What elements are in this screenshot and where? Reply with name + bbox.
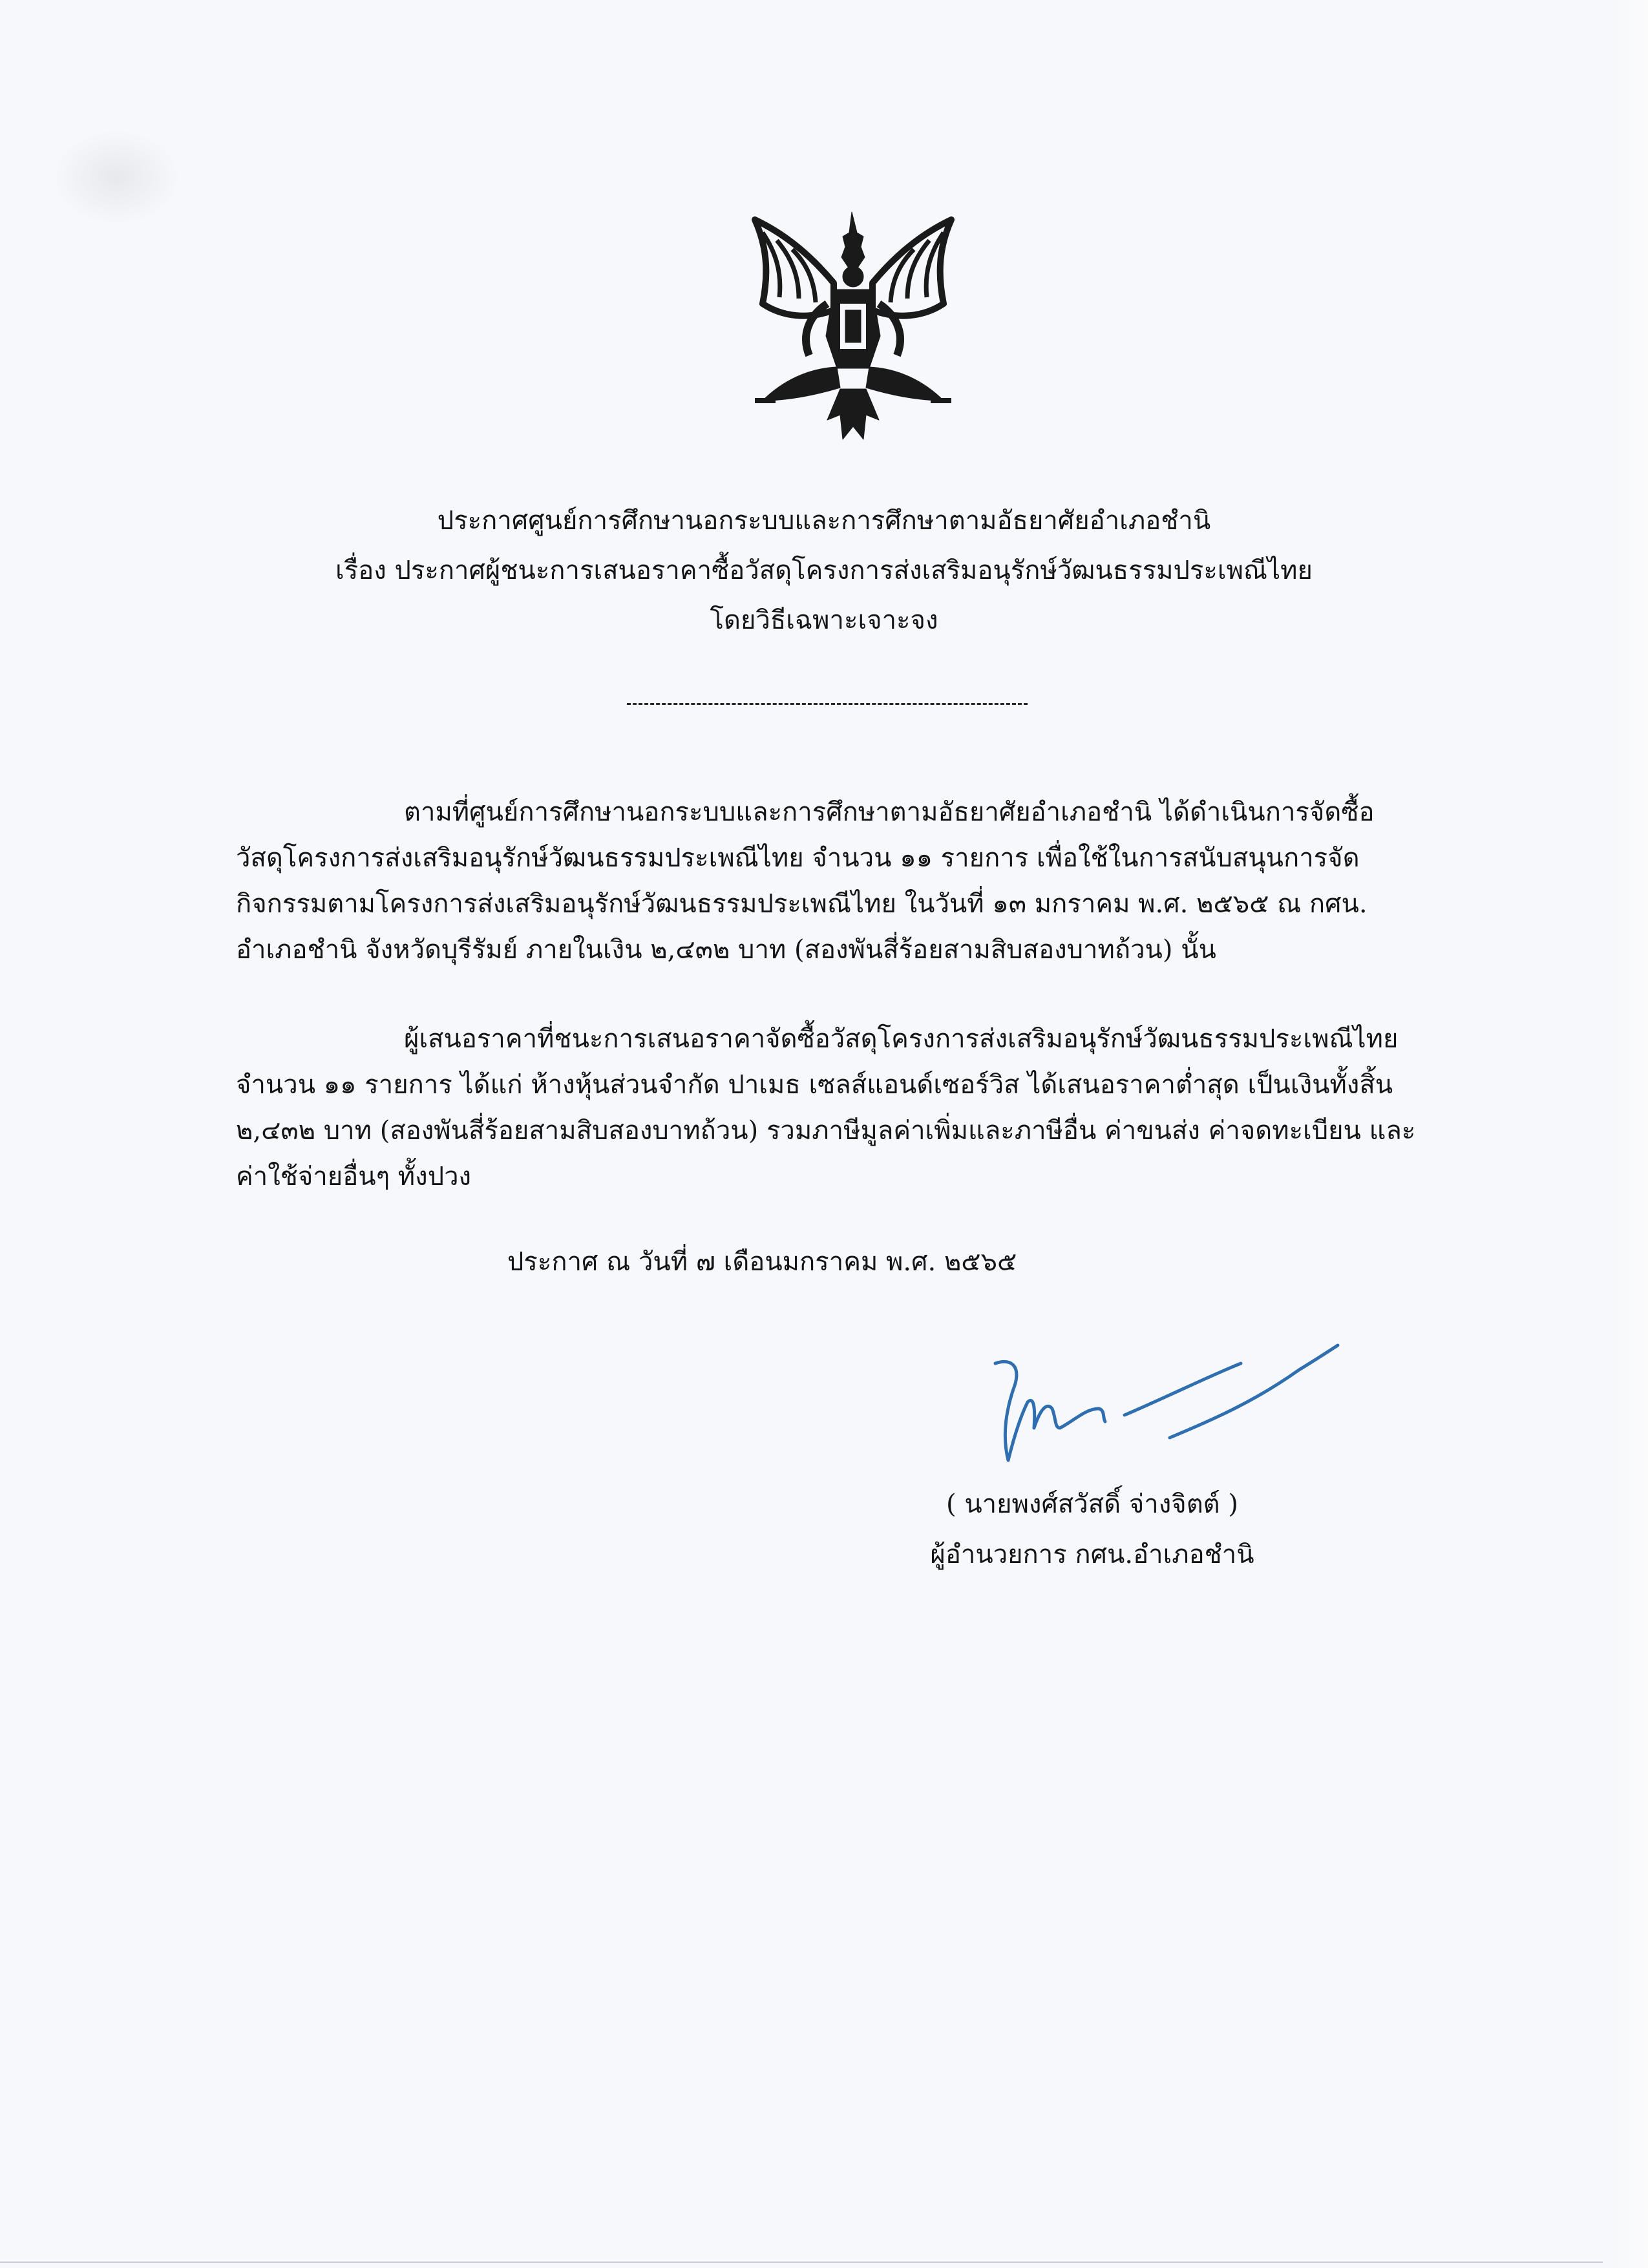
handwritten-signature (976, 1338, 1364, 1473)
scan-edge (1609, 0, 1648, 2268)
announcement-subject: เรื่อง ประกาศผู้ชนะการเสนอราคาซื้อวัสดุโครงการส่งเสริมอนุรักษ์วัฒนธรรมประเพณีไทย (335, 556, 1313, 585)
paragraph-line: จำนวน ๑๑ รายการ ได้แก่ ห้างหุ้นส่วนจำกัด ปาเมธ เซลส์แอนด์เซอร์วิส ได้เสนอราคาต่ำสุด เป็นเงินทั้งสิ้น (236, 1070, 1393, 1100)
paragraph-line: ผู้เสนอราคาที่ชนะการเสนอราคาจัดซื้อวัสดุโครงการส่งเสริมอนุรักษ์วัฒนธรรมประเพณีไทย (404, 1024, 1399, 1054)
header-divider (627, 703, 1028, 705)
scan-bottom-edge (0, 2262, 1603, 2263)
paragraph-line: ค่าใช้จ่ายอื่นๆ ทั้งปวง (236, 1162, 472, 1192)
paragraph-line: วัสดุโครงการส่งเสริมอนุรักษ์วัฒนธรรมประเพณีไทย จำนวน ๑๑ รายการ เพื่อใช้ในการสนับสนุนการจัด (236, 843, 1360, 873)
scan-smudge (52, 129, 181, 226)
body-paragraph-2 (236, 1016, 1451, 1200)
procurement-method: โดยวิธีเฉพาะเจาะจง (710, 605, 938, 635)
body-paragraph-1 (236, 790, 1451, 973)
announcement-title: ประกาศศูนย์การศึกษานอกระบบและการศึกษาตามอัธยาศัยอำเภอชำนิ (437, 506, 1211, 536)
garuda-emblem-icon (737, 207, 969, 459)
signatory-title: ผู้อำนวยการ กศน.อำเภอชำนิ (930, 1540, 1254, 1570)
paragraph-line: กิจกรรมตามโครงการส่งเสริมอนุรักษ์วัฒนธรรมประเพณีไทย ในวันที่ ๑๓ มกราคม พ.ศ. ๒๕๖๕ ณ กศน. (236, 889, 1368, 919)
paragraph-line: ๒,๔๓๒ บาท (สองพันสี่ร้อยสามสิบสองบาทถ้วน) รวมภาษีมูลค่าเพิ่มและภาษีอื่น ค่าขนส่ง ค่าจดทะเบียน และ (236, 1116, 1416, 1146)
announcement-date: ประกาศ ณ วันที่ ๗ เดือนมกราคม พ.ศ. ๒๕๖๕ (507, 1247, 1017, 1277)
paragraph-line: ตามที่ศูนย์การศึกษานอกระบบและการศึกษาตามอัธยาศัยอำเภอชำนิ ได้ดำเนินการจัดซื้อ (404, 797, 1375, 827)
signatory-name: ( นายพงศ์สวัสดิ์ จ่างจิตต์ ) (946, 1489, 1238, 1519)
paragraph-line: อำเภอชำนิ จังหวัดบุรีรัมย์ ภายในเงิน ๒,๔๓๒ บาท (สองพันสี่ร้อยสามสิบสองบาทถ้วน) นั้น (236, 935, 1216, 965)
